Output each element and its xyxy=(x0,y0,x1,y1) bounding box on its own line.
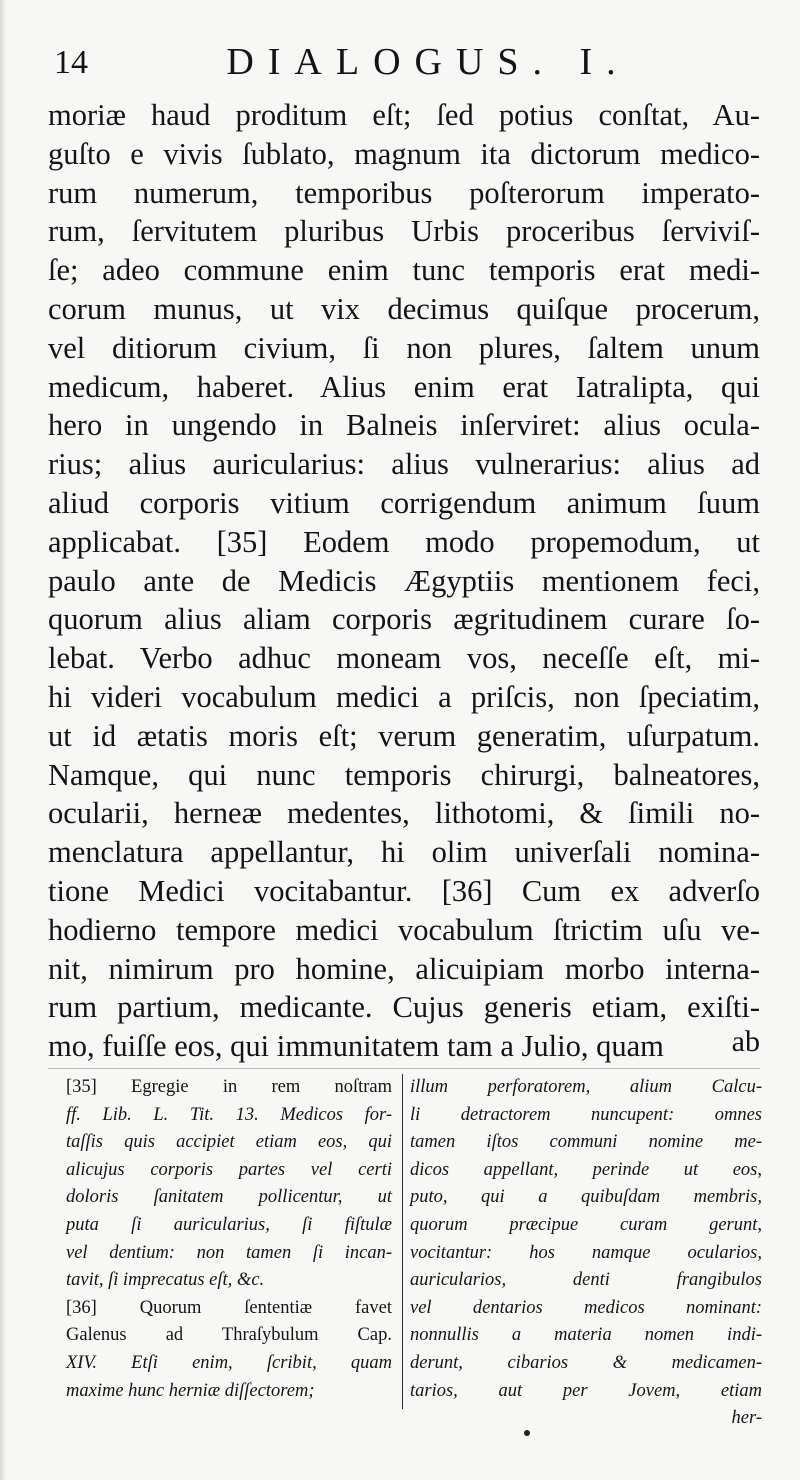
footnotes-left-column xyxy=(66,1074,392,1405)
catchword: ab xyxy=(731,1025,760,1058)
text-line: maxime hunc herniæ diſſectorem; xyxy=(66,1380,315,1401)
text-line: quorum præcipue curam gerunt, xyxy=(410,1214,762,1235)
text-line: doloris ſanitatem pollicentur, ut xyxy=(66,1187,392,1208)
text-line: medicum, haberet. Alius enim erat Iatralipta, qui xyxy=(48,369,760,404)
text-line: moriæ haud proditum eſt; ſed potius conſtat, Au- xyxy=(48,98,760,132)
running-title: DIALOGUS. I. xyxy=(226,41,630,83)
text-line: XIV. Etſi enim, ſcribit, quam xyxy=(66,1352,392,1373)
text-line: mo, fuiſſe eos, qui immunitatem tam a Julio, quam xyxy=(48,1029,664,1064)
text-line: tarios, aut per Jovem, etiam xyxy=(410,1380,762,1401)
text-line: puto, qui a quibuſdam membris, xyxy=(410,1187,762,1208)
footnote-column-divider xyxy=(402,1074,403,1409)
text-line: rum, ſervitutem pluribus Urbis proceribus ſerviviſ- xyxy=(48,214,760,249)
text-line: ff. Lib. L. Tit. 13. Medicos for- xyxy=(66,1104,392,1125)
page-edge-shadow xyxy=(0,0,6,1480)
text-line: vel dentarios medicos nominant: xyxy=(410,1297,762,1318)
footnotes-right-column xyxy=(410,1074,762,1433)
text-line: vel dentium: non tamen ſi incan- xyxy=(66,1242,392,1263)
text-line: derunt, cibarios & medicamen- xyxy=(410,1352,762,1373)
text-line: paulo ante de Medicis Ægyptiis mentionem feci, xyxy=(48,563,760,598)
text-line: applicabat. [35] Eodem modo propemodum, ut xyxy=(48,524,760,559)
text-line: ſe; adeo commune enim tunc temporis erat medi- xyxy=(48,253,760,288)
text-line: her- xyxy=(731,1408,762,1429)
text-line: nit, nimirum pro homine, alicuipiam morbo interna- xyxy=(48,951,760,986)
text-line: li detractorem nuncupent: omnes xyxy=(410,1104,762,1125)
text-line: taſſis quis accipiet etiam eos, qui xyxy=(66,1132,392,1153)
text-line: tavit, ſi imprecatus eſt, &c. xyxy=(66,1270,265,1291)
text-line: tione Medici vocitabantur. [36] Cum ex adverſo xyxy=(48,873,760,908)
text-line: rum partium, medicante. Cujus generis etiam, exiſti- xyxy=(48,990,760,1025)
text-line: rius; alius auricularius: alius vulnerarius: alius ad xyxy=(48,447,760,482)
text-line: menclatura appellantur, hi olim univerſali nomina- xyxy=(48,835,760,870)
footnote-separator xyxy=(48,1068,760,1069)
text-line: quorum alius aliam corporis ægritudinem curare ſo- xyxy=(48,602,760,637)
text-line: hero in ungendo in Balneis inſerviret: alius ocula- xyxy=(48,408,760,443)
text-line: aliud corporis vitium corrigendum animum ſuum xyxy=(48,485,760,520)
text-line: Galenus ad Thraſybulum Cap. xyxy=(66,1325,392,1346)
text-line: hodierno tempore medici vocabulum ſtrictim uſu ve- xyxy=(48,912,760,947)
text-line: guſto e vivis ſublato, magnum ita dictorum medico- xyxy=(48,136,760,171)
text-line: vel ditiorum civium, ſi non plures, ſaltem unum xyxy=(48,330,760,365)
text-line: Namque, qui nunc temporis chirurgi, balneatores, xyxy=(48,757,760,792)
text-line: ut id ætatis moris eſt; verum generatim, uſurpatum. xyxy=(48,718,760,753)
page-number: 14 xyxy=(54,44,88,81)
text-line: ocularii, herneæ medentes, lithotomi, & ſimili no- xyxy=(48,796,760,831)
ink-dot xyxy=(524,1430,530,1436)
text-line: tamen iſtos communi nomine me- xyxy=(410,1132,762,1153)
text-line: [36] Quorum ſententiæ favet xyxy=(66,1297,392,1318)
text-line: illum perforatorem, alium Calcu- xyxy=(410,1077,762,1097)
text-line: [35] Egregie in rem noſtram xyxy=(66,1077,392,1097)
page-header xyxy=(48,40,768,90)
text-line: puta ſi auricularius, ſi fiſtulæ xyxy=(66,1214,392,1235)
text-line: alicujus corporis partes vel certi xyxy=(66,1159,392,1180)
main-text-block xyxy=(48,96,760,1066)
text-line: auricularios, denti frangibulos xyxy=(410,1270,762,1291)
text-line: dicos appellant, perinde ut eos, xyxy=(410,1159,762,1180)
text-line: hi videri vocabulum medici a priſcis, non ſpeciatim, xyxy=(48,679,760,714)
text-line: lebat. Verbo adhuc moneam vos, neceſſe eſt, mi- xyxy=(48,641,760,676)
text-line: nonnullis a materia nomen indi- xyxy=(410,1325,762,1346)
text-line: rum numerum, temporibus poſterorum imperato- xyxy=(48,175,760,210)
text-line: vocitantur: hos namque ocularios, xyxy=(410,1242,762,1263)
text-line: corum munus, ut vix decimus quiſque procerum, xyxy=(48,291,760,326)
